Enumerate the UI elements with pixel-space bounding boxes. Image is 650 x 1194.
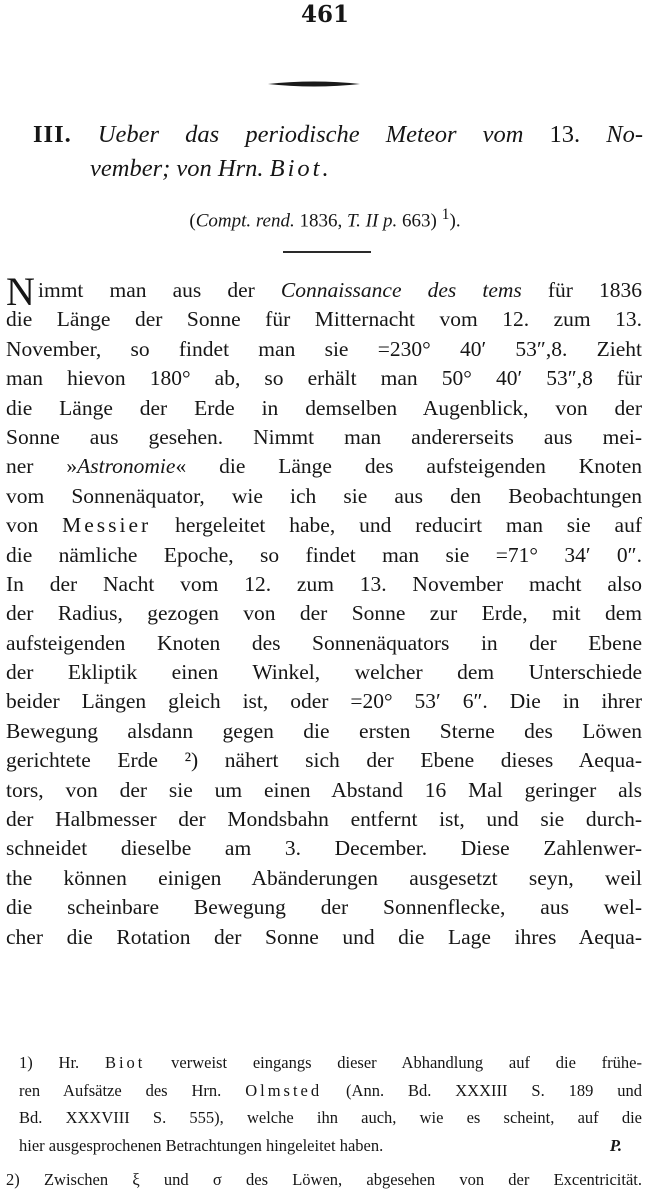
article-title bbox=[33, 118, 643, 186]
source-citation bbox=[0, 200, 650, 236]
body-line: the können einigen Abänderungen ausgesetzt seyn, weil bbox=[6, 865, 642, 890]
footnote-signature: P. bbox=[609, 1135, 622, 1155]
body-line: der Ekliptik einen Winkel, welcher dem Unterschiede bbox=[6, 660, 642, 685]
body-line: November, so findet man sie =230° 40′ 53″,8. Zieht bbox=[6, 336, 642, 361]
italic-term: Connaissance des tems bbox=[280, 278, 522, 302]
title-author: Biot. bbox=[269, 155, 332, 182]
spaced-name: Messier bbox=[62, 513, 152, 538]
footnote-ref-1: 1 bbox=[441, 206, 450, 223]
source-journal: Compt. rend. bbox=[195, 210, 295, 232]
body-line: schneidet dieselbe am 3. December. Diese Zahlenwer- bbox=[6, 836, 642, 861]
body-line: ner »Astronomie« die Länge des aufsteigenden Knoten bbox=[6, 454, 643, 479]
page-number: 461 bbox=[300, 1, 349, 28]
title-date: 13. bbox=[549, 121, 581, 148]
body-line: die Länge der Erde in demselben Augenblick, von der bbox=[6, 395, 642, 420]
body-text bbox=[6, 269, 643, 952]
ornament-rule-icon bbox=[268, 79, 360, 89]
source-page: 663) bbox=[402, 210, 437, 232]
body-line: die nämliche Epoche, so findet man sie =71° 34′ 0″. bbox=[6, 542, 642, 567]
source-paren-close: ). bbox=[449, 210, 461, 232]
title-text-c: vember; von Hrn. bbox=[90, 155, 264, 182]
footnotes bbox=[6, 1049, 642, 1194]
body-line: die Länge der Sonne für Mitternacht vom 12. zum 13. bbox=[6, 307, 642, 332]
body-line: gerichtete Erde ²) nähert sich der Ebene dieses Aequa- bbox=[6, 748, 642, 773]
body-line: der Halbmesser der Mondsbahn entfernt ist, und sie durch- bbox=[6, 807, 642, 832]
title-text-a: Ueber das periodische Meteor vom bbox=[97, 121, 524, 148]
source-paren-open: ( bbox=[189, 210, 196, 232]
source-year: 1836, bbox=[299, 210, 343, 232]
footnote-1-line: hier ausgesprochenen Betrachtungen hingeleitet haben. P. bbox=[6, 1132, 642, 1160]
body-line: vom Sonnenäquator, wie ich sie aus den Beobachtungen bbox=[6, 483, 642, 508]
body-line: In der Nacht vom 12. zum 13. November macht also bbox=[6, 571, 642, 596]
footnote-2: 2) Zwischen ξ und σ des Löwen, abgesehen von der Excentricität. bbox=[6, 1170, 642, 1189]
body-line: Bewegung alsdann gegen die ersten Sterne des Löwen bbox=[6, 718, 642, 743]
footnote-1-line: 1) Hr. Biot verweist eingangs dieser Abhandlung auf die frühe- bbox=[19, 1053, 642, 1072]
title-line-1 bbox=[33, 118, 643, 152]
spaced-name: Olmsted bbox=[245, 1080, 323, 1100]
body-line: der Radius, gezogen von der Sonne zur Erde, mit dem bbox=[6, 601, 642, 626]
title-text-b: No- bbox=[606, 121, 643, 148]
body-line: beider Längen gleich ist, oder =20° 53′ 6″. Die in ihrer bbox=[6, 689, 642, 714]
footnote-1-line: Bd. XXXVIII S. 555), welche ihn auch, wie es scheint, auf die bbox=[19, 1108, 642, 1127]
italic-term: Astronomie bbox=[77, 454, 176, 479]
title-line-2 bbox=[33, 152, 643, 186]
spaced-name: Biot bbox=[104, 1053, 146, 1072]
section-numeral: III. bbox=[33, 121, 72, 148]
body-line: aufsteigenden Knoten des Sonnenäquators in der Ebene bbox=[6, 630, 642, 655]
body-line: man hievon 180° ab, so erhält man 50° 40′ 53″,8 für bbox=[6, 366, 642, 391]
drop-cap: N bbox=[6, 269, 35, 314]
divider-rule bbox=[283, 251, 371, 253]
body-line: cher die Rotation der Sonne und die Lage ihres Aequa- bbox=[6, 924, 642, 949]
body-line: Sonne aus gesehen. Nimmt man andererseits aus mei- bbox=[6, 424, 642, 449]
body-line: immt man aus der Connaissance des tems für 1836 bbox=[38, 278, 642, 302]
source-tome: T. II p. bbox=[346, 210, 398, 232]
body-line: von Messier hergeleitet habe, und reducirt man sie auf bbox=[6, 513, 643, 538]
body-line: die scheinbare Bewegung der Sonnenflecke, aus wel- bbox=[6, 895, 642, 920]
footnote-1-line: ren Aufsätze des Hrn. Olmsted (Ann. Bd. XXXIII S. 189 und bbox=[19, 1080, 643, 1100]
body-line: tors, von der sie um einen Abstand 16 Mal geringer als bbox=[6, 777, 642, 802]
